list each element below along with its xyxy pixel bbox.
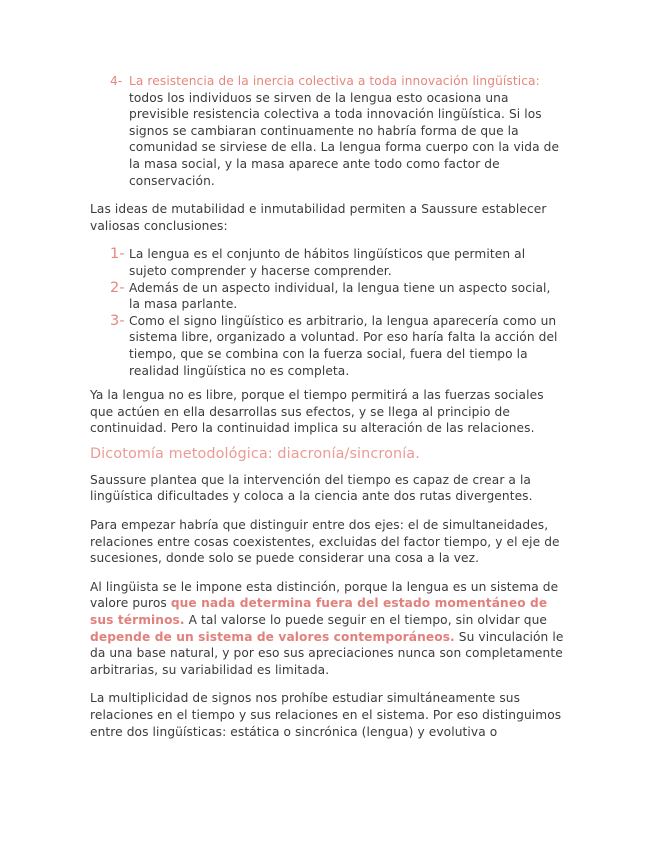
list-item bbox=[110, 313, 565, 379]
highlight-text: depende de un sistema de valores contemporáneos. bbox=[90, 629, 455, 644]
paragraph-3: Al lingüista se le impone esta distinción, porque la lengua es un sistema de valore puros que nada determina fuera del estado momentáneo de sus términos. A tal valorse lo puede seguir en el tiempo, sin olvidar que depende de un sistema de valores contemporáneos. Su vinculación le da una base natural, y por eso sus apreciaciones nunca son completamente arbitrarias, su variabilidad es limitada. bbox=[90, 579, 564, 677]
list-number: 3- bbox=[110, 312, 125, 329]
list-number: 1- bbox=[110, 246, 125, 263]
continuity-paragraph: Ya la lengua no es libre, porque el tiempo permitirá a las fuerzas sociales que actúen en ella desarrollas sus efectos, y se llega al principio de continuidad. Pero la continuidad implica su alteración de las relaciones. bbox=[90, 388, 544, 436]
list-item-text: Como el signo lingüístico es arbitrario, la lengua aparecería como un sistema libre, organizado a voluntad. Por eso haría falta la acción del tiempo, que se combina con la fuerza social, fuera del tiempo la realidad lingüística no es completa. bbox=[129, 313, 558, 378]
list-item-text: La lengua es el conjunto de hábitos lingüísticos que permiten al sujeto comprender y hacerse comprender. bbox=[129, 247, 526, 278]
paragraph-2: Para empezar habría que distinguir entre dos ejes: el de simultaneidades, relaciones entre cosas coexistentes, excluidas del factor tiempo, y el eje de sucesiones, donde solo se puede considerar una cosa a la vez. bbox=[90, 518, 560, 566]
list-item bbox=[110, 280, 565, 313]
highlight-text: que nada determina fuera del estado momentáneo de sus términos. bbox=[90, 596, 548, 628]
intro-paragraph: Las ideas de mutabilidad e inmutabilidad permiten a Saussure establecer valiosas conclusiones: bbox=[90, 202, 547, 233]
conclusions-list bbox=[110, 246, 565, 379]
paragraph-1: Saussure plantea que la intervención del tiempo es capaz de crear a la lingüística dificultades y coloca a la ciencia ante dos rutas divergentes. bbox=[90, 472, 533, 504]
section-heading: Dicotomía metodológica: diacronía/sincronía. bbox=[90, 445, 420, 462]
paragraph-4: La multiplicidad de signos nos prohíbe estudiar simultáneamente sus relaciones en el tiempo y sus relaciones en el sistema. Por eso distinguimos entre dos lingüísticas: estática o sincrónica (lengua) y evolutiva o bbox=[90, 691, 562, 739]
list-item-title: La resistencia de la inercia colectiva a toda innovación lingüística bbox=[129, 74, 536, 88]
list-item-4: 4- La resistencia de la inercia colectiva a toda innovación lingüística: todos los individuos se sirven de la lengua esto ocasiona una previsible resistencia colectiva a toda innovación lingüística. Si los signos se cambiaran continuamente no habría forma de que la comunidad se sirviese de ella. La lengua forma cuerpo con la vida de la masa social, y la masa aparece ante todo como factor de conservación. bbox=[110, 74, 560, 188]
list-number: 2- bbox=[110, 279, 125, 296]
list-item bbox=[110, 246, 565, 279]
document-page bbox=[90, 73, 565, 740]
list-number: 4- bbox=[110, 74, 123, 88]
list-item-text: Además de un aspecto individual, la lengua tiene un aspecto social, la masa parlante. bbox=[129, 280, 551, 312]
list-item-text: todos los individuos se sirven de la lengua esto ocasiona una previsible resistencia colectiva a toda innovación lingüística. Si los signos se cambiaran continuamente no habría forma de que la comunidad se sirviese de ella. La lengua forma cuerpo con la vida de la masa social, y la masa aparece ante todo como factor de conservación. bbox=[129, 90, 560, 188]
